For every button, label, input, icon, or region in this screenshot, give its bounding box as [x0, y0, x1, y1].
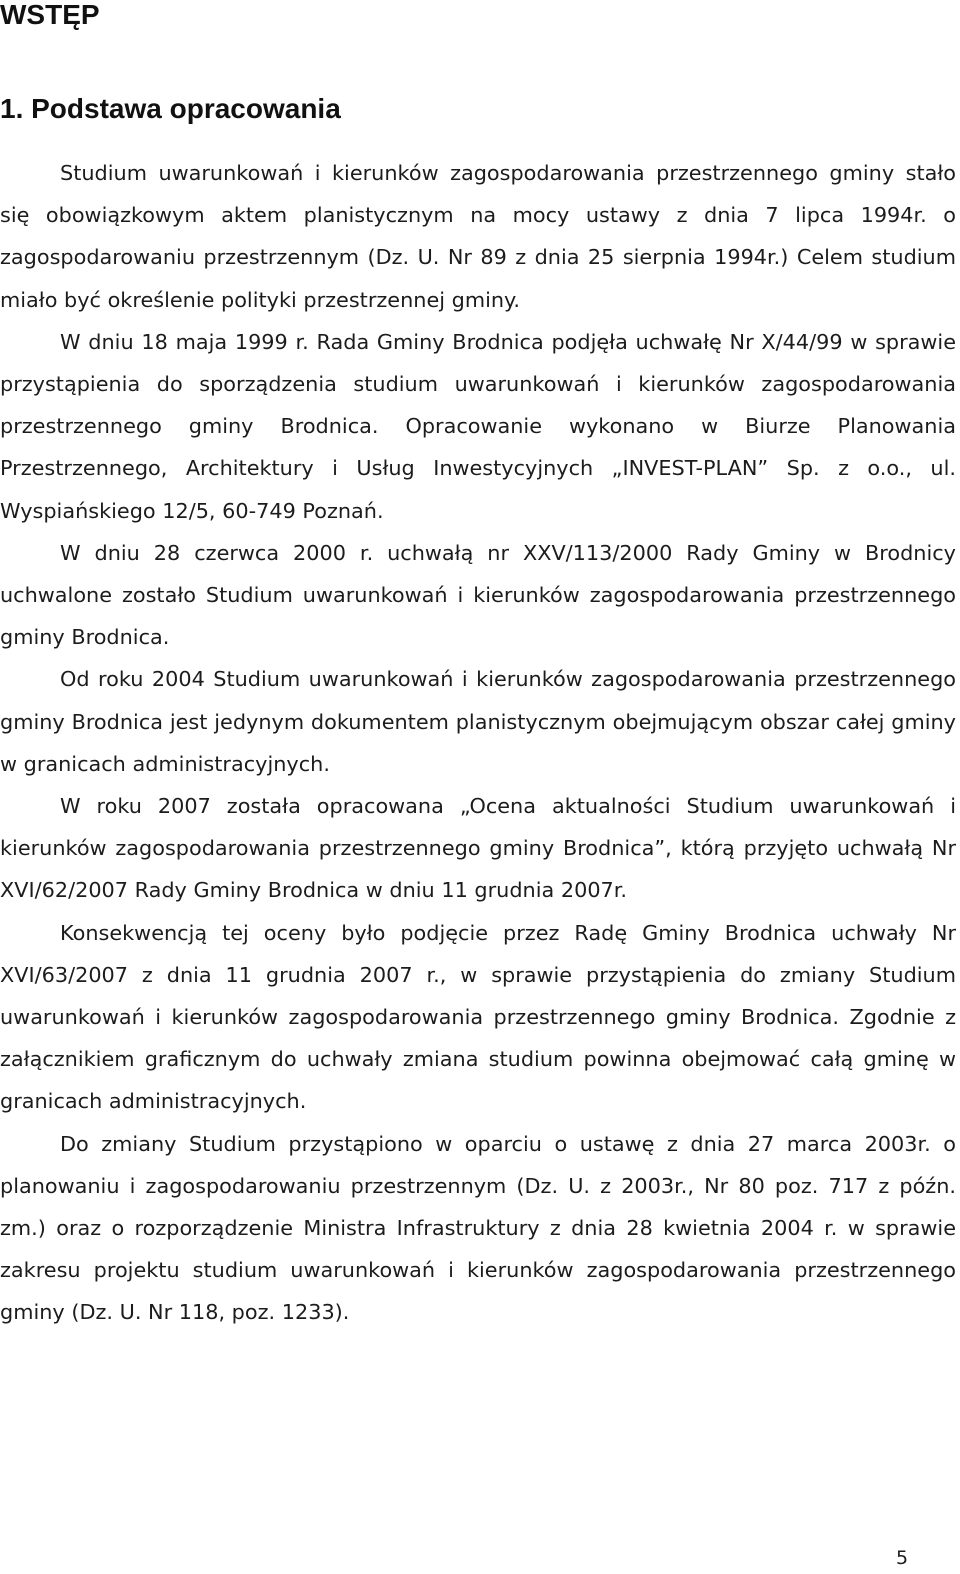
paragraph: Studium uwarunkowań i kierunków zagospodarowania przestrzennego gminy stało się obowiązkowym aktem planistycznym na mocy ustawy z dnia 7 lipca 1994r. o zagospodarowaniu przestrzennym (Dz. U. Nr 89 z dnia 25 sierpnia 1994r.) Celem studium miało być określenie polityki przestrzennej gminy. [0, 161, 956, 312]
paragraph: W dniu 18 maja 1999 r. Rada Gminy Brodnica podjęła uchwałę Nr X/44/99 w sprawie przystąpienia do sporządzenia studium uwarunkowań i kierunków zagospodarowania przestrzennego gminy Brodnica. Opracowanie wykonano w Biurze Planowania Przestrzennego, Architektury i Usług Inwestycyjnych „INVEST-PLAN” Sp. z o.o., ul. Wyspiańskiego 12/5, 60-749 Poznań. [0, 329, 956, 523]
document-body [0, 152, 956, 1334]
section-heading: 1. Podstawa opracowania [0, 93, 341, 124]
paragraph: Konsekwencją tej oceny było podjęcie przez Radę Gminy Brodnica uchwały Nr XVI/63/2007 z dnia 11 grudnia 2007 r., w sprawie przystąpienia do zmiany Studium uwarunkowań i kierunków zagospodarowania przestrzennego gminy Brodnica. Zgodnie z załącznikiem graficznym do uchwały zmiana studium powinna obejmować całą gminę w granicach administracyjnych. [0, 920, 956, 1114]
page-number: 5 [896, 1547, 909, 1569]
paragraph: W dniu 28 czerwca 2000 r. uchwałą nr XXV/113/2000 Rady Gminy w Brodnicy uchwalone zostało Studium uwarunkowań i kierunków zagospodarowania przestrzennego gminy Brodnica. [0, 540, 956, 650]
document-title: WSTĘP [0, 0, 100, 30]
paragraph: W roku 2007 została opracowana „Ocena aktualności Studium uwarunkowań i kierunków zagospodarowania przestrzennego gminy Brodnica”, którą przyjęto uchwałą Nr XVI/62/2007 Rady Gminy Brodnica w dniu 11 grudnia 2007r. [0, 794, 956, 903]
paragraph: Do zmiany Studium przystąpiono w oparciu o ustawę z dnia 27 marca 2003r. o planowaniu i zagospodarowaniu przestrzennym (Dz. U. z 2003r., Nr 80 poz. 717 z późn. zm.) oraz o rozporządzenie Ministra Infrastruktury z dnia 28 kwietnia 2004 r. w sprawie zakresu projektu studium uwarunkowań i kierunków zagospodarowania przestrzennego gminy (Dz. U. Nr 118, poz. 1233). [0, 1131, 956, 1325]
paragraph: Od roku 2004 Studium uwarunkowań i kierunków zagospodarowania przestrzennego gminy Brodnica jest jedynym dokumentem planistycznym obejmującym obszar całej gminy w granicach administracyjnych. [0, 667, 956, 776]
